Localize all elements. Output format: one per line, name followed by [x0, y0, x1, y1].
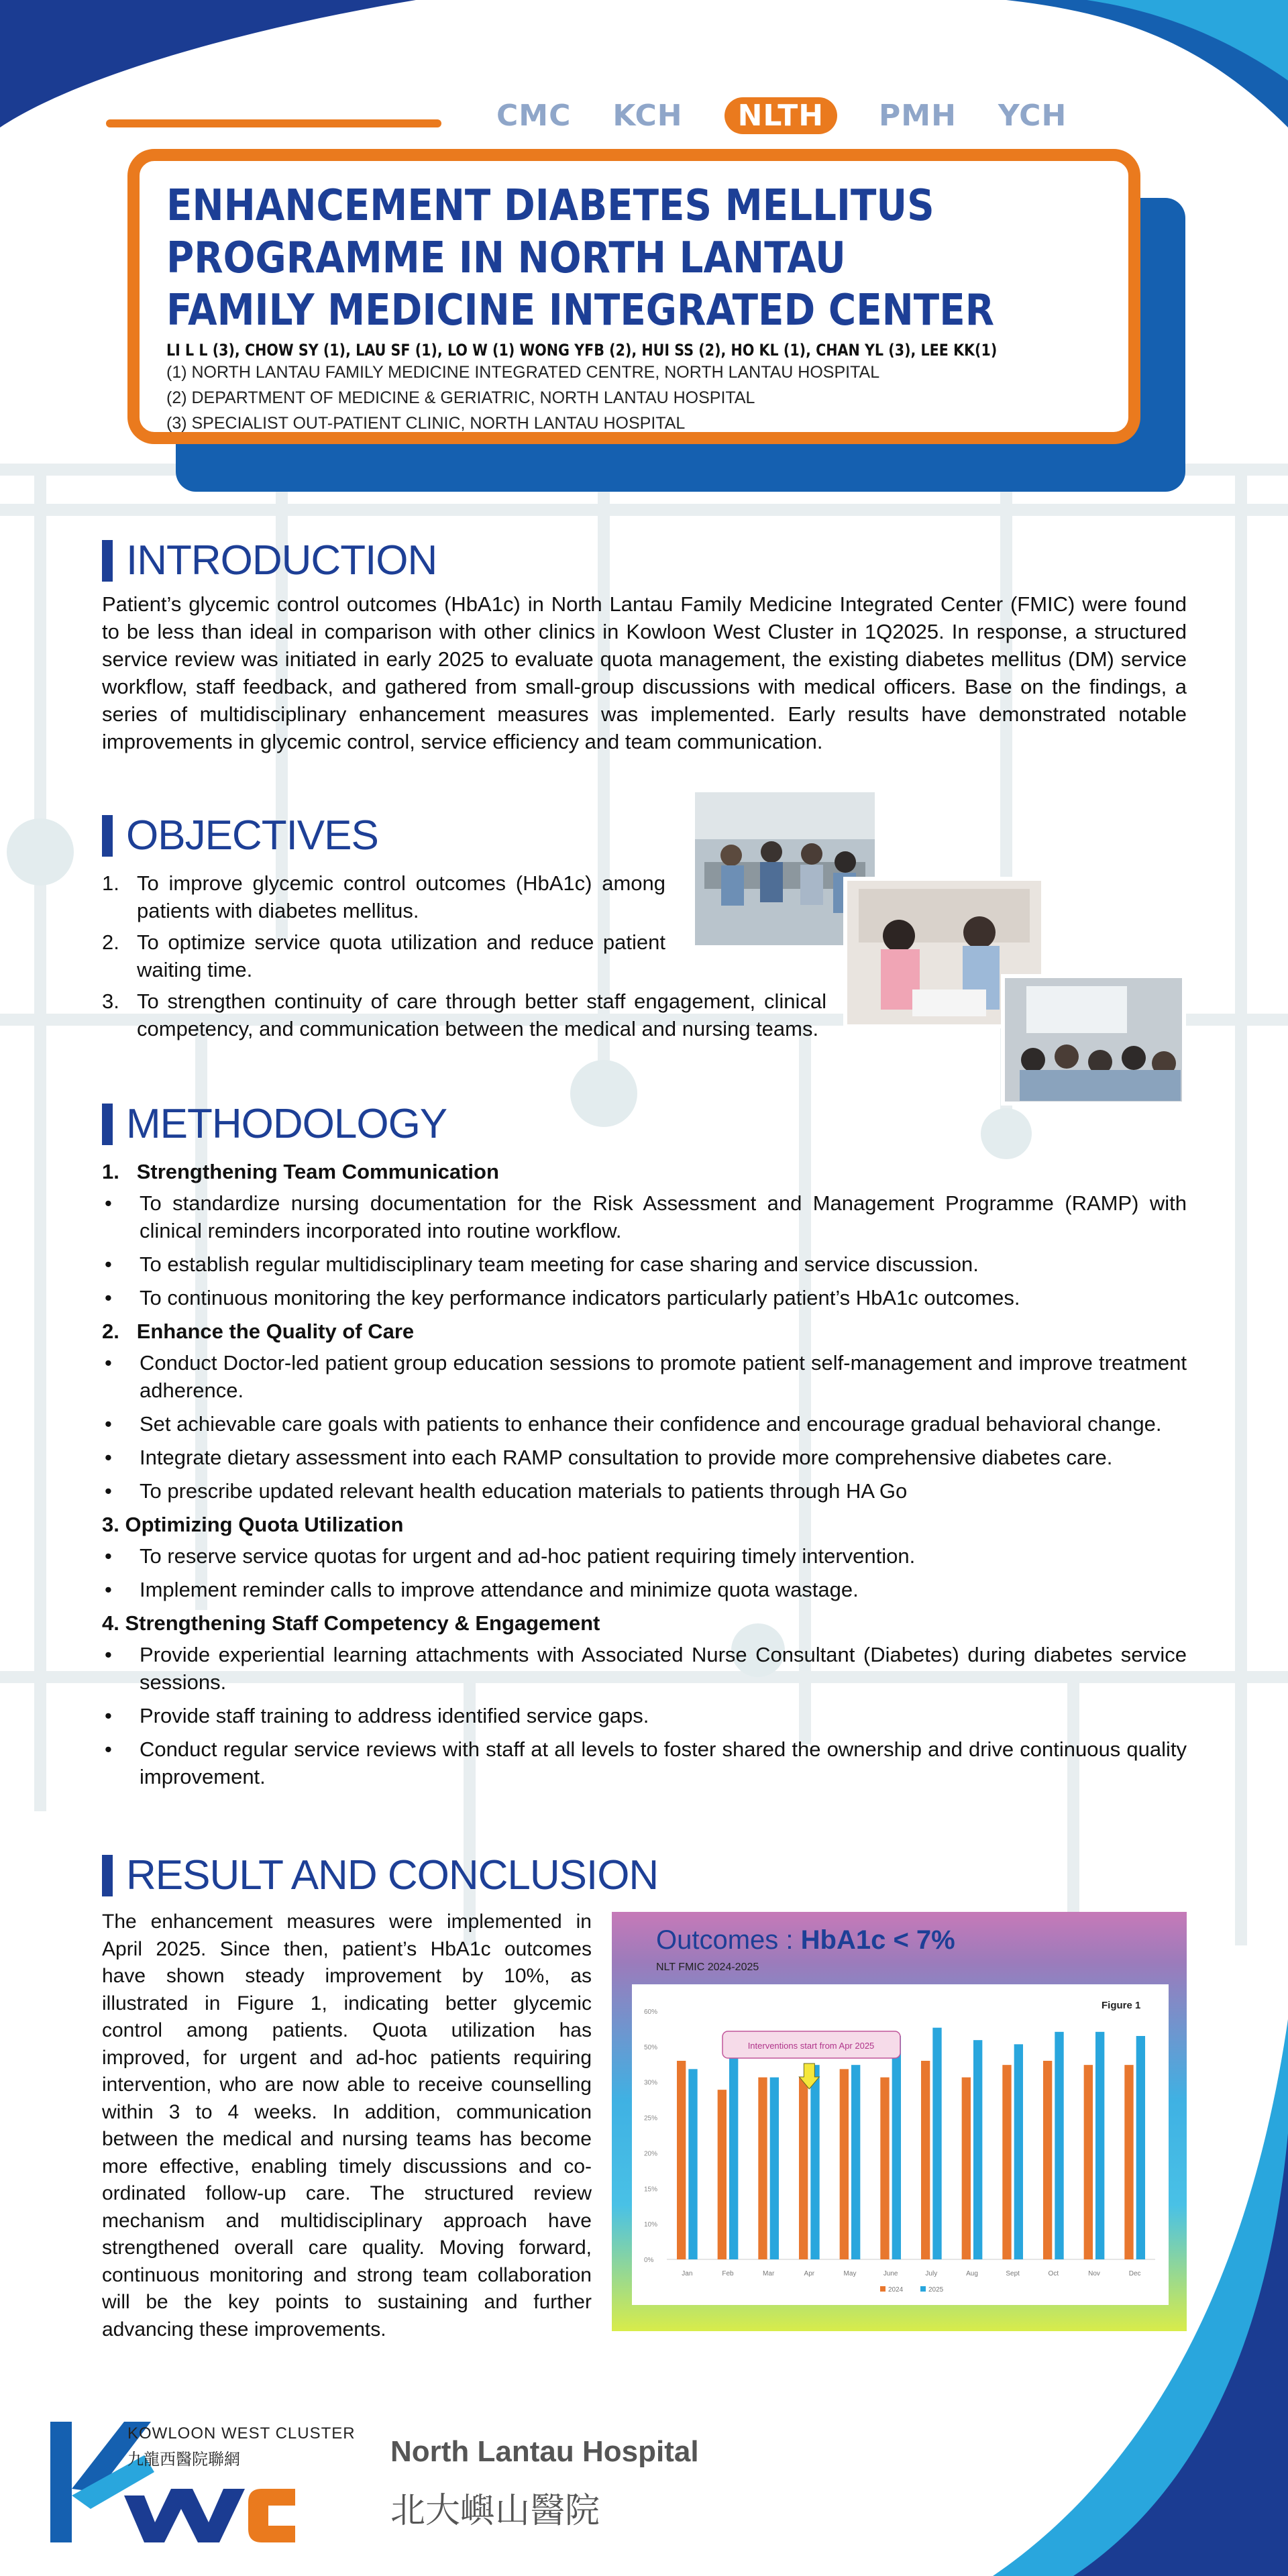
tab-ych: YCH	[998, 98, 1067, 133]
title-box	[127, 149, 1140, 444]
y-tick-label: 20%	[644, 2150, 658, 2158]
bar-2025-June	[892, 2036, 901, 2259]
bar-2024-June	[880, 2078, 889, 2259]
affiliation-3: (3) SPECIALIST OUT-PATIENT CLINIC, NORTH LANTAU HOSPITAL	[166, 414, 686, 433]
method-group-title: 2. Enhance the Quality of Care	[102, 1320, 415, 1343]
legend-label-2025: 2025	[928, 2286, 944, 2294]
introduction-text: Patient’s glycemic control outcomes (HbA1c) in North Lantau Family Medicine Integrated Center (FMIC) were found to be less than ideal in comparison with other clinics in Kowloon West Cluster in 1Q2025. In response, a structured service review was initiated in early 2025 to evaluate quota management, the existing diabetes mellitus (DM) service workflow, staff feedback, and gathered from small-group discussions with medical officers. Base on the findings, a series of multidisciplinary enhancement measures was implemented. Early results have demonstrated notable improvements in glycemic control, service efficiency and team communication.	[102, 592, 1187, 753]
y-tick-label: 50%	[644, 2043, 658, 2051]
title-line-2: PROGRAMME IN NORTH LANTAU	[166, 233, 846, 283]
list-item: • Set achievable care goals with patients to enhance their confidence and encourage gradual behavioral change.	[105, 1412, 1162, 1436]
bar-2024-May	[840, 2069, 849, 2259]
bar-2025-Nov	[1095, 2032, 1104, 2259]
cluster-name-zh: 九龍西醫院聯網	[127, 2451, 240, 2469]
cluster-name-en: KOWLOON WEST CLUSTER	[127, 2424, 356, 2443]
y-tick-label: 60%	[644, 2008, 658, 2016]
bar-2024-Aug	[962, 2078, 971, 2259]
bar-2024-Nov	[1084, 2065, 1093, 2259]
tab-pmh: PMH	[879, 98, 957, 133]
legend-label-2024: 2024	[888, 2286, 904, 2294]
list-item: • To continuous monitoring the key performance indicators particularly patient’s HbA1c outcomes.	[105, 1286, 1020, 1309]
list-item: • Integrate dietary assessment into each RAMP consultation to provide more comprehensive diabetes care.	[105, 1446, 1113, 1469]
x-tick-label: July	[925, 2270, 938, 2277]
list-item: • To establish regular multidisciplinary team meeting for case sharing and service discussion.	[105, 1252, 979, 1276]
annotation-text: Interventions start from Apr 2025	[747, 2041, 875, 2051]
hospital-name-zh: 北大嶼山醫院	[390, 2491, 600, 2530]
outcomes-chart-panel	[612, 1912, 1187, 2331]
bar-2025-July	[932, 2028, 941, 2259]
title-line-3: FAMILY MEDICINE INTEGRATED CENTER	[166, 286, 995, 335]
x-tick-label: Feb	[722, 2270, 734, 2277]
objective-item: 3. To strengthen continuity of care through better staff engagement, clinical competency, and communication between the medical and nursing teams.	[102, 989, 826, 1040]
methodology-content	[102, 1155, 1187, 1796]
objectives-heading: OBJECTIVES	[102, 812, 378, 859]
y-tick-label: 30%	[644, 2079, 658, 2087]
photo-training-session	[1003, 976, 1184, 1104]
x-tick-label: Apr	[804, 2270, 815, 2277]
x-tick-label: May	[843, 2270, 857, 2277]
x-tick-label: Mar	[763, 2270, 775, 2277]
bar-2024-Apr	[799, 2078, 808, 2259]
affiliation-1: (1) NORTH LANTAU FAMILY MEDICINE INTEGRATED CENTRE, NORTH LANTAU HOSPITAL	[166, 363, 880, 382]
introduction-heading: INTRODUCTION	[102, 537, 437, 584]
legend-swatch-2024	[880, 2286, 885, 2292]
x-tick-label: Oct	[1048, 2270, 1059, 2277]
bar-2024-Dec	[1124, 2065, 1133, 2259]
list-item: • Implement reminder calls to improve attendance and minimize quota wastage.	[105, 1578, 859, 1601]
x-tick-label: Dec	[1128, 2270, 1141, 2277]
bar-2025-May	[851, 2065, 860, 2259]
x-tick-label: Jan	[682, 2270, 693, 2277]
authors: LI L L (3), CHOW SY (1), LAU SF (1), LO W (1) WONG YFB (2), HUI SS (2), HO KL (1), CHAN YL (3), LEE KK(1)	[166, 341, 998, 360]
y-tick-label: 15%	[644, 2186, 658, 2194]
bar-2024-Sept	[1002, 2065, 1011, 2259]
decor-orange-line	[106, 119, 441, 127]
bar-2025-Dec	[1136, 2036, 1145, 2259]
list-item: • To prescribe updated relevant health education materials to patients through HA Go	[105, 1479, 908, 1503]
tab-cmc: CMC	[496, 98, 572, 133]
method-group-title: 4. Strengthening Staff Competency & Engagement	[102, 1611, 600, 1635]
chart-title: Outcomes : HbA1c < 7%	[656, 1925, 955, 1955]
objectives-list	[102, 869, 826, 1046]
y-tick-label: 0%	[644, 2257, 654, 2264]
chart-subtitle: NLT FMIC 2024-2025	[656, 1962, 759, 1973]
affiliation-2: (2) DEPARTMENT OF MEDICINE & GERIATRIC, NORTH LANTAU HOSPITAL	[166, 388, 755, 407]
list-item: • Conduct Doctor-led patient group education sessions to promote patient self-management and improve treatment adherence.	[105, 1351, 1187, 1402]
hospital-tabs	[496, 94, 1067, 137]
method-group-title: 3. Optimizing Quota Utilization	[102, 1513, 404, 1536]
bar-2024-Jan	[677, 2061, 686, 2259]
hba1c-bar-chart	[632, 1984, 1169, 2305]
bar-2024-Oct	[1043, 2061, 1052, 2259]
x-tick-label: June	[883, 2270, 898, 2277]
legend-swatch-2025	[920, 2286, 926, 2292]
bar-2024-Feb	[718, 2090, 727, 2259]
method-group-title: 1. Strengthening Team Communication	[102, 1160, 499, 1183]
bar-2025-Oct	[1055, 2032, 1063, 2259]
objective-item: 2. To optimize service quota utilization and reduce patient waiting time.	[102, 930, 665, 981]
bar-2024-Mar	[758, 2078, 767, 2259]
bar-2025-Aug	[973, 2040, 982, 2259]
list-item: • Provide experiential learning attachments with Associated Nurse Consultant (Diabetes) during diabetes service sessions.	[105, 1643, 1187, 1694]
bar-2025-Sept	[1014, 2044, 1023, 2259]
meeting-photo-collage	[691, 788, 1187, 1107]
x-tick-label: Sept	[1006, 2270, 1020, 2277]
bar-2025-Apr	[810, 2065, 819, 2259]
objective-item: 1. To improve glycemic control outcomes (HbA1c) among patients with diabetes mellitus.	[102, 871, 665, 922]
bar-2024-July	[921, 2061, 930, 2259]
methodology-heading: METHODOLOGY	[102, 1100, 447, 1148]
bar-2025-Mar	[770, 2078, 779, 2259]
bar-2025-Jan	[688, 2069, 697, 2259]
result-heading: RESULT AND CONCLUSION	[102, 1851, 658, 1899]
result-text: The enhancement measures were implemented in April 2025. Since then, patient’s HbA1c outcomes have shown steady improvement by 10%, as illustrated in Figure 1, indicating better glycemic control among patients. Quota utilization has improved, for urgent and ad-hoc patients requiring intervention, who are now able to receive counselling within 3 to 4 weeks. In addition, communication between the medical and nursing teams has become more effective, enabling timely discussions and co-ordinated follow-up care. The structured review mechanism and multidisciplinary approach have strengthened overall care quality. Moving forward, continuous monitoring and strong team collaboration will be the key points to sustaining and further advancing these improvements.	[102, 1911, 592, 2341]
tab-nlth: NLTH	[724, 97, 837, 134]
chart-plot-area	[632, 1984, 1169, 2305]
x-tick-label: Aug	[966, 2270, 978, 2277]
x-tick-label: Nov	[1088, 2270, 1100, 2277]
title-line-1: ENHANCEMENT DIABETES MELLITUS	[166, 181, 934, 231]
hospital-name-en: North Lantau Hospital	[390, 2435, 699, 2468]
list-item: • To reserve service quotas for urgent and ad-hoc patient requiring timely intervention.	[105, 1544, 916, 1568]
list-item: • Conduct regular service reviews with staff at all levels to foster shared the ownership and drive continuous quality improvement.	[105, 1737, 1187, 1788]
bar-2025-Feb	[729, 2057, 738, 2259]
list-item: • Provide staff training to address identified service gaps.	[105, 1704, 649, 1727]
figure-label: Figure 1	[1102, 2000, 1141, 2011]
y-tick-label: 25%	[644, 2114, 658, 2123]
list-item: • To standardize nursing documentation for the Risk Assessment and Management Programme (RAMP) with clinical reminders incorporated into routine workflow.	[105, 1191, 1187, 1242]
y-tick-label: 10%	[644, 2221, 658, 2229]
tab-kch: KCH	[612, 98, 683, 133]
